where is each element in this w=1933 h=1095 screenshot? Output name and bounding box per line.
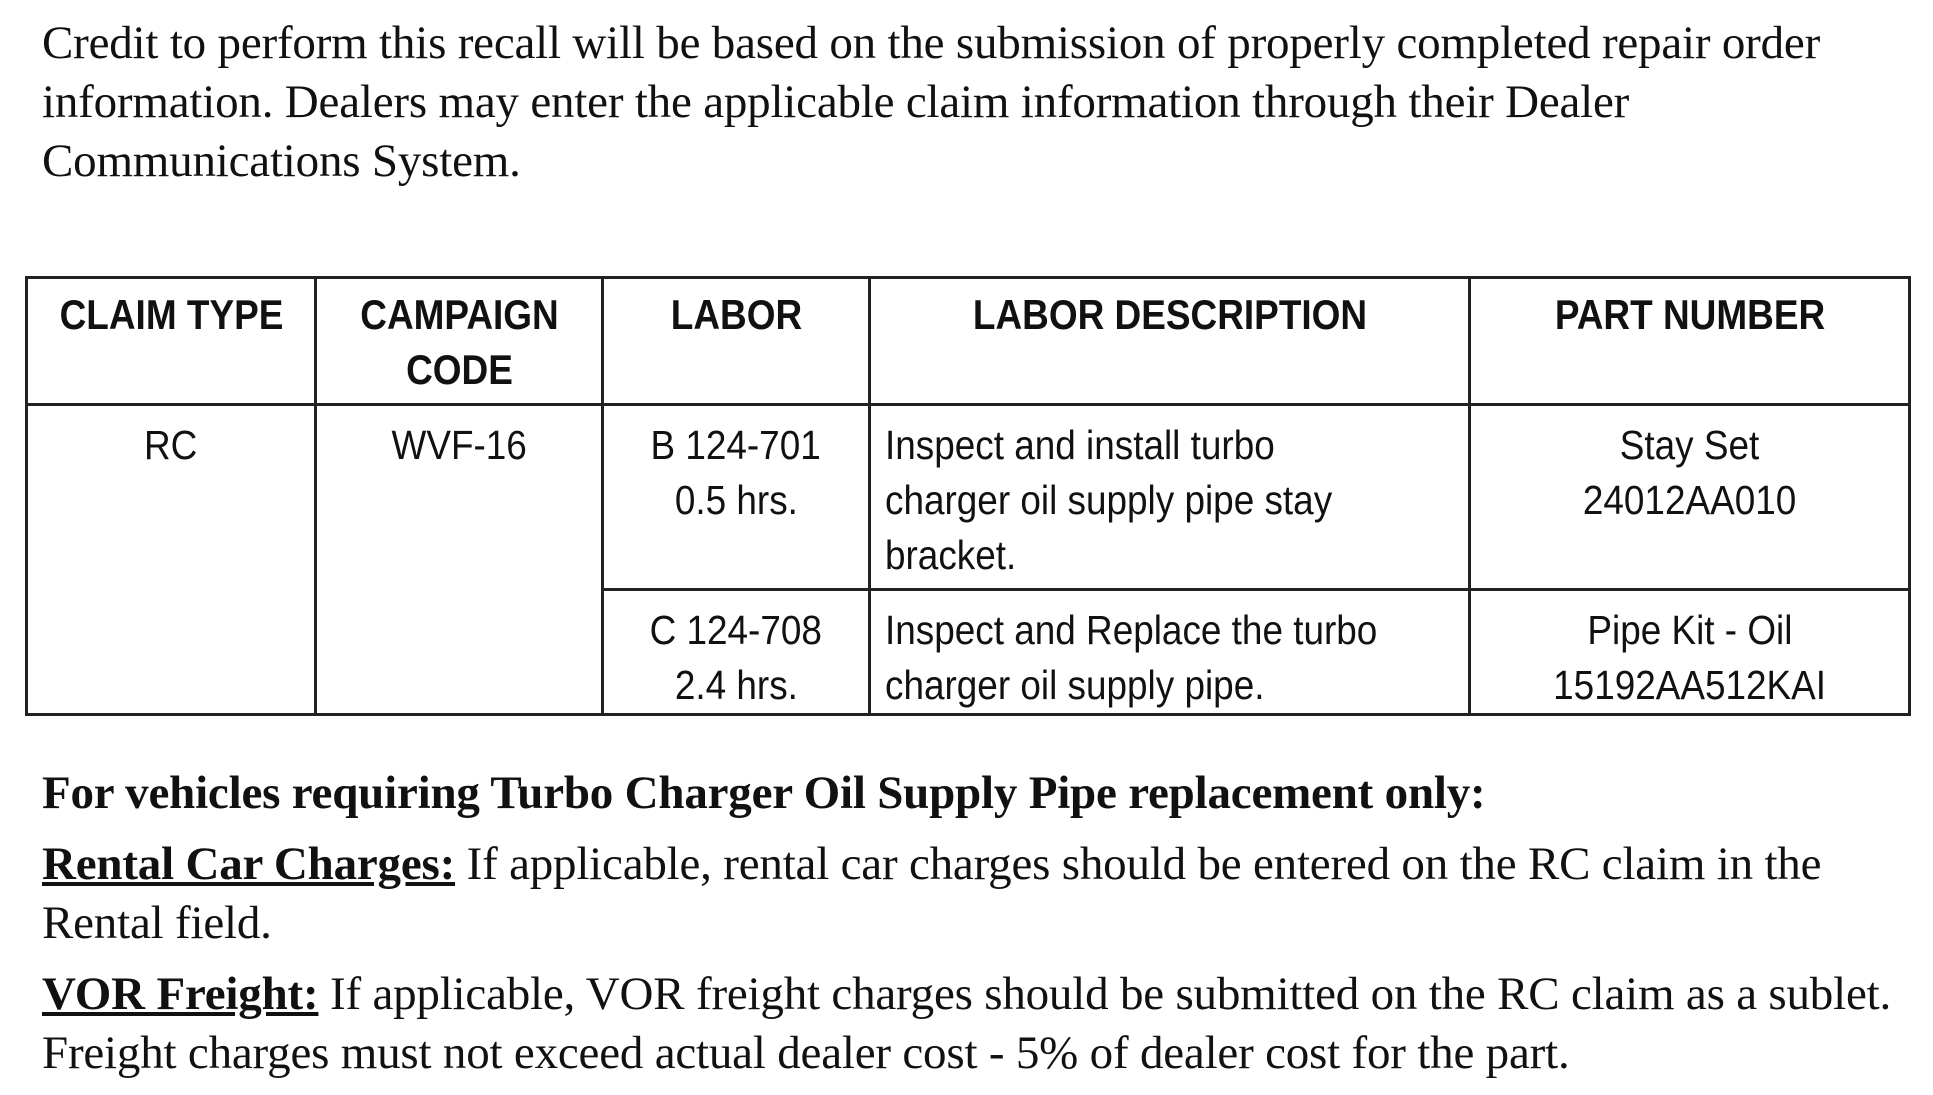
vor-freight-label: VOR Freight: xyxy=(42,968,319,1020)
labor-cell: B 124-701 0.5 hrs. xyxy=(603,405,870,590)
part-number-cell: Stay Set 24012AA010 xyxy=(1470,405,1910,590)
table-header-row xyxy=(27,278,1910,405)
header-labor: LABOR xyxy=(619,278,854,405)
table-row xyxy=(27,405,1910,590)
header-part-number: PART NUMBER xyxy=(1496,278,1883,405)
notes-section xyxy=(42,764,1922,1095)
vor-freight-note xyxy=(42,965,1922,1083)
labor-cell: C 124-708 2.4 hrs. xyxy=(603,590,870,715)
rental-car-text: If applicable, rental car charges should be entered on the RC claim in the Rental field. xyxy=(42,838,1822,949)
vor-freight-text: If applicable, VOR freight charges should be submitted on the RC claim as a sublet. Freight charges must not exceed actual dealer cost - 5% of dealer cost for the part. xyxy=(42,968,1892,1079)
labor-description-cell: Inspect and install turbo charger oil supply pipe stay bracket. xyxy=(870,405,1470,590)
claim-type-cell: RC xyxy=(27,405,316,715)
header-campaign-code: CAMPAIGN CODE xyxy=(333,278,586,405)
rental-car-label: Rental Car Charges: xyxy=(42,838,456,890)
part-number-cell: Pipe Kit - Oil 15192AA512KAI xyxy=(1470,590,1910,715)
claim-table xyxy=(25,276,1911,716)
header-claim-type: CLAIM TYPE xyxy=(44,278,298,405)
notes-heading: For vehicles requiring Turbo Charger Oil Supply Pipe replacement only: xyxy=(42,767,1486,819)
header-labor-description: LABOR DESCRIPTION xyxy=(906,278,1434,405)
rental-car-note xyxy=(42,835,1922,953)
labor-description-cell: Inspect and Replace the turbo charger oil supply pipe. xyxy=(870,590,1470,715)
intro-paragraph: Credit to perform this recall will be based on the submission of properly completed repair order information. Dealers may enter the applicable claim information through their Dealer Communications System. xyxy=(42,17,1821,187)
campaign-code-cell: WVF-16 xyxy=(316,405,603,715)
